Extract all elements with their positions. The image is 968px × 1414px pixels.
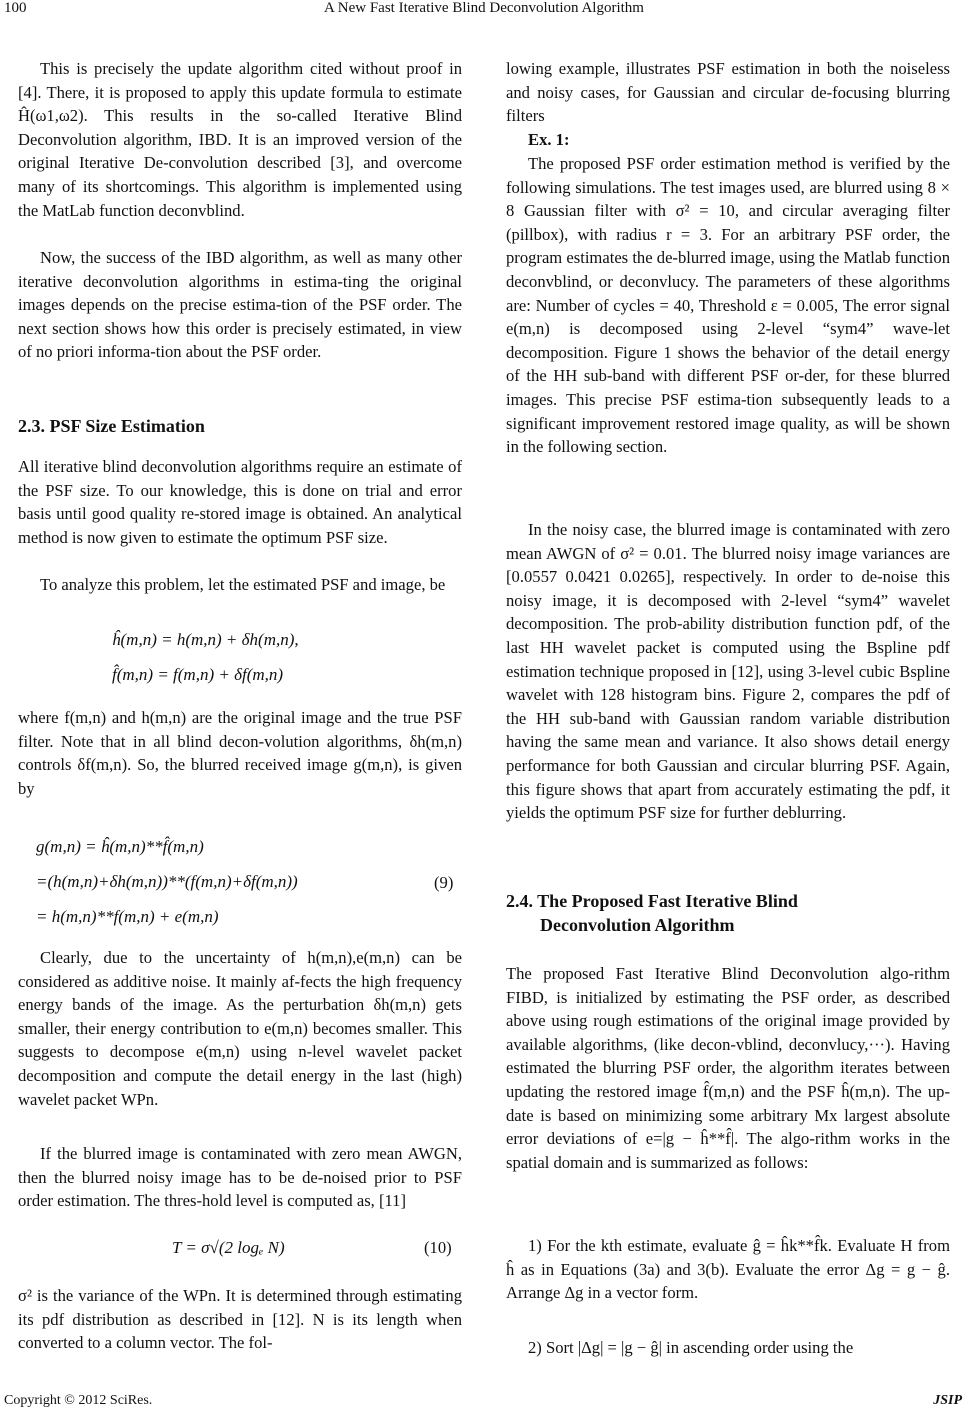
equation-9-line2: =(h(m,n)+δh(m,n))**(f(m,n)+δf(m,n)) bbox=[36, 872, 298, 891]
example-label: Ex. 1: bbox=[528, 130, 570, 149]
paragraph: If the blurred image is contaminated with zero mean AWGN, then the blurred noisy image has to be de-noised prior to PSF order estimation. The thres-hold level is computed as, [11] bbox=[18, 1144, 462, 1211]
equation-9-line3: = h(m,n)**f(m,n) + e(m,n) bbox=[36, 907, 219, 926]
equation-8-line1: ĥ(m,n) = h(m,n) + δh(m,n), bbox=[112, 630, 299, 649]
page-number: 100 bbox=[4, 0, 27, 16]
paragraph: lowing example, illustrates PSF estimation in both the noiseless and noisy cases, for Gaussian and circular de-focusing blurring filters bbox=[506, 59, 950, 126]
paragraph: Now, the success of the IBD algorithm, as well as many other iterative deconvolution algorithms in estima-ting the original images depends on the precise estima-tion of the PSF order. The next section shows how this order is precisely estimated, in view of no priori informa-tion about the PSF order. bbox=[18, 248, 462, 362]
paragraph: In the noisy case, the blurred image is contaminated with zero mean AWGN of σ² = 0.01. The blurred noisy image variances are [0.0557 0.0421 0.0265], respectively. In order to de-noise this noisy image, it is decomposed with 2-level “sym4” wavelet decomposition. The prob-ability distribution function pdf, of the last HH wavelet packet is computed using the Bspline pdf estimation technique proposed in [12], using 3-level cubic Bspline wavelet with 128 histogram bins. Figure 2, compares the pdf of the HH sub-band with Gaussian random variable distribution having the same mean and variance. It also shows detail energy performance for both Gaussian and circular blurring PSF. Again, this figure shows that apart from accurately estimating the pdf, it yields the optimum PSF size for further deblurring. bbox=[506, 520, 950, 823]
paragraph: Clearly, due to the uncertainty of h(m,n),e(m,n) can be considered as additive noise. It mainly af-fects the high frequency energy bands of the image. As the perturbation δh(m,n) gets smaller, their energy contribution to e(m,n) becomes smaller. This suggests to decompose e(m,n) using n-level wavelet packet decomposition and compute the detail energy in the last (high) wavelet packet WPn. bbox=[18, 948, 462, 1109]
list-item: 2) Sort |Δg| = |g − ĝ| in ascending order using the bbox=[528, 1338, 854, 1357]
copyright: Copyright © 2012 SciRes. bbox=[4, 1393, 153, 1408]
journal-name: JSIP bbox=[933, 1393, 962, 1408]
paragraph: The proposed PSF order estimation method is verified by the following simulations. The test images used, are blurred using 8 × 8 Gaussian filter with σ² = 10, and circular averaging filter (pillbox), with radius r = 3. For an arbitrary PSF order, the program estimates the de-blurred image, using the Matlab function deconvblind, or deconvlucy. The parameters of these algorithms are: Number of cycles = 40, Threshold ε = 0.005, The error signal e(m,n) is decomposed using 2-level “sym4” wave-let decomposition. Figure 1 shows the behavior of the detail energy of the HH sub-band with different PSF or-der, for these blurred images. This precise PSF estima-tion subsequently leads to a significant improvement restored image quality, as will be shown in the following section. bbox=[506, 154, 950, 457]
paragraph: where f(m,n) and h(m,n) are the original image and the true PSF filter. Note that in all blind decon-volution algorithms, δh(m,n) controls δf(m,n). So, the blurred received image g(m,n), is given by bbox=[18, 708, 462, 798]
paragraph: All iterative blind deconvolution algorithms require an estimate of the PSF size. To our knowledge, this is done on trial and error basis until good quality re-stored image is obtained. An analytical method is now given to estimate the optimum PSF size. bbox=[18, 457, 462, 547]
section-heading: 2.4. The Proposed Fast Iterative Blind bbox=[506, 891, 798, 911]
equation-10: T = σ√(2 logₑ N) bbox=[172, 1238, 285, 1257]
list-item: 1) For the kth estimate, evaluate ĝ = ĥk**f̂k. Evaluate H from ĥ as in Equations (3a) and 3(b). Evaluate the error Δg = g − ĝ. Arrange Δg in a vector form. bbox=[506, 1236, 950, 1303]
running-title: A New Fast Iterative Blind Deconvolution Algorithm bbox=[324, 0, 644, 16]
paragraph: σ² is the variance of the WPn. It is determined through estimating its pdf distribution as described in [12]. N is its length when converted to a column vector. The fol- bbox=[18, 1286, 462, 1353]
section-heading-cont: Deconvolution Algorithm bbox=[540, 915, 735, 935]
paragraph: The proposed Fast Iterative Blind Deconvolution algo-rithm FIBD, is initialized by estimating the PSF order, as described above using rough estimations of the original image provided by available algorithms, (like decon-vblind, deconvlucy,···). Having estimated the blurring PSF order, the algorithm iterates between updating the restored image f̂(m,n) and the PSF ĥ(m,n). The up-date is based on minimizing some arbitrary Mx largest absolute error deviations of e=|g − ĥ**f̂|. The algo-rithm works in the spatial domain and is summarized as follows: bbox=[506, 964, 950, 1172]
equation-8-line2: f̂(m,n) = f(m,n) + δf(m,n) bbox=[112, 665, 284, 684]
equation-9-line1: g(m,n) = ĥ(m,n)**f̂(m,n) bbox=[36, 837, 204, 856]
paragraph: This is precisely the update algorithm cited without proof in [4]. There, it is proposed to apply this update formula to estimate Ĥ(ω1,ω2). This results in the so-called Iterative Blind Deconvolution algorithm, IBD. It is an improved version of the original Iterative De-convolution described [3], and overcome many of its shortcomings. This algorithm is implemented using the MatLab function deconvblind. bbox=[18, 59, 462, 220]
section-heading: 2.3. PSF Size Estimation bbox=[18, 416, 205, 436]
equation-number: (10) bbox=[424, 1238, 452, 1257]
equation-number: (9) bbox=[434, 873, 454, 892]
paragraph: To analyze this problem, let the estimated PSF and image, be bbox=[40, 575, 446, 594]
